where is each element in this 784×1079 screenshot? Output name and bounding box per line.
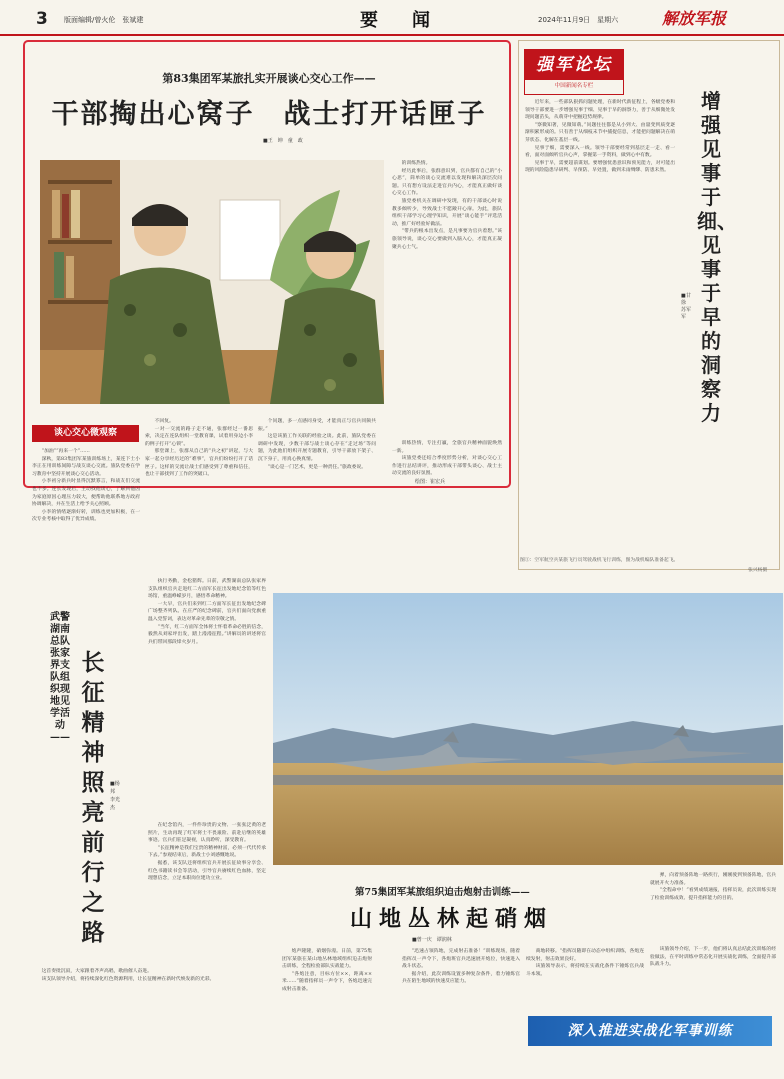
newspaper-logo: 解放军报 [662,9,727,28]
column-badge-title: 强军论坛 [525,50,623,80]
article-body-col-1: 执行务勤，金松猪辉。日前，武警湖南总队张家界支队组织官兵走进红二方面军长征出发地纪念馆等红色场馆，重温峥嵘岁月，感悟革命精神。 一大早，官兵们来到红二方面军长征出发地纪念碑广场整齐列队。在庄严的纪念碑前，官兵们面向党旗重温入党誓词，表达对革命先辈的崇敬之情。 “当年，红二方面军全体将士怀着革命必胜的信念，毅然从刘家坪出发，踏上漫漫征程。”讲解员的讲述将官兵们带回那段烽火岁月。 [148,579,266,645]
article2-kicker: 第75集团军某旅组织迫击炮射击训练—— [355,887,530,898]
article2-byline: ■曾一庆 谭润林 [412,937,452,943]
photo-caption: 图①：空军航空兵某旅飞行员驾驶战机飞行训练，图为战机编队准备起飞。 [520,558,679,563]
soldiers-talking-illustration [40,160,384,404]
lead-headline: 干部掏出心窝子 战士打开话匣子 [51,99,487,130]
fighter-jets-photo [273,593,783,865]
commentary-column [518,40,780,570]
article2-body-col-1: 炮声隆隆，硝烟弥漫。日前，第75集团军某旅在某山地丛林地域组织迫击炮射击训练，全程检验部队实战能力。 “各炮注意，目标方位××，距离××米……”随着指挥员一声令下，各炮迅速完成射击准备。 [282,949,372,992]
article-headline-vertical: 长征精神照亮前行之路 [81,650,105,946]
commentary-byline: ■甘 徐 苏军军 [681,293,696,320]
article2-body-col-5: 该旅领导介绍，下一步，他们将认真总结此次训练的经验做法，在平时训练中常态化开展实战化训练，全面提升部队战斗力。 [650,947,776,968]
column-label: 谈心交心微观察 [32,425,139,442]
fighter-jets-image [273,593,783,865]
lead-illustration [40,160,384,404]
lead-kicker: 第83集团军某旅扎实开展谈心交心工作—— [162,72,376,85]
article2-body-col-4: 弹，向着预备阵地一路疾行，刚刚驶到预备阵地，官兵就展开火力准备。 “全程命中！”看到成绩通报，指挥员说，此次训练实现了检验训练成效、提升指挥能力的目的。 [650,873,776,901]
lead-body-col-2: 不回复。 一对一交流的路子走不通，张群经过一番思索，决定在连队组织一堂教育课，试着用身边小李的例子打开“心锁”。 那堂课上，张群从自己的“兵之初”讲起，与大家一起分享经历过的“难事”，官兵们纷纷打开了话匣子。这样的交流让战士们感受到了尊重和信任，也让干部找到了工作的突破口。 [145,419,253,478]
editors-line: 版面编辑/曾火伦 张斌建 [64,16,144,24]
photo-credit: 张兴杨摄 [748,568,768,573]
article2-headline: 山地丛林起硝烟 [350,906,554,932]
section-title: 要 闻 [360,10,438,31]
article-body-col-2: 在纪念馆内，一件件珍贵的文物、一张张泛黄的老照片，生动再现了红军将士不畏艰险、前赴后继的英雄事迹。官兵们驻足凝视，认真聆听，深受教育。 “长征精神是我们宝贵的精神财富，必须一代代传承下去。”参观结束后，新战士小刘感慨地说。 据悉，该支队还将组织官兵开展长征故事分享会、红色书籍读书会等活动，引导官兵赓续红色血脉，坚定理想信念，立足本职岗位建功立业。 [148,823,266,882]
lead-body-col-3: 个问题，多一点感同身受，才能真正与官兵同频共振。” 这是该旅工作关联的经验之谈。此前，旅队党委在调研中发现，少数干部与战士谈心存在“走过场”等问题，为此他们组织开展专题教育，引导干部放下架子、沉下身子，用真心换真情。 “谈心是一门艺术，更是一种责任。”旅政委说。 [258,419,376,470]
issue-date: 2024年11月9日 星期六 [538,16,619,24]
lead-body-col-1: “加油”“再来一个”…… 深秋，第83集团军某旅训练场上，某连下士小李正在用训练间隙与战友谈心交流。旅队党委在学习教育中坚持开展谈心交心活动。 小李初分新兵时显得沉默寡言，和战友们交流也不多。连长发现后，主动找他谈心，了解到他因为家庭原因心理压力较大，便帮助他联系地方政府协调解决，并在生活上给予关心照顾。 小李的情绪逐渐好转，训练也更加积极，在一次专业考核中取得了优异成绩。 [32,449,140,523]
column-badge-subtitle: 中国新闻名专栏 [554,83,594,89]
lead-byline: ■王 坤 童 政 [263,138,303,144]
column-badge [524,49,624,95]
masthead [0,0,784,36]
illustration-credit: 绘图：崔宏兵 [415,479,446,485]
article2-body-col-3: 商地转移。“指挥员随即在动态中组织训练，各炮连续发射，射击效果良好。 该旅领导表示，将持续在实战化条件下锤炼官兵战斗本领。 [526,949,644,977]
training-banner: 深入推进实战化军事训练 [528,1016,772,1046]
commentary-body: 近年来，一些部队狠抓问题处理，在新时代新征程上，各级党委和领导干部要进一步增强见事于细、见事于早的洞察力，善于从细微处发现问题苗头，从萌芽中把握趋势规律。 “察微知著，见微知萌。”问题往往都是从小到大、由量变到质变逐渐积累形成的。只有善于从细枝末节中捕捉信息，才能把问题解决在萌芽状态、化解在基层一线。 见事于细，需要深入一线。领导干部要经常到基层走一走、看一看，面对面倾听官兵心声，掌握第一手资料，做到心中有数。 见事于早，需要超前谋划。要增强忧患意识和预见能力，对可能出现的风险隐患早研判、早预防、早处置，做到未雨绸缪、防患未然。 [525,100,675,174]
lead-body-col-5: 训练热情，专注打赢，全旅官兵精神面貌焕然一新。 该旅党委还结合季度形势分析，对谈心交心工作进行总结讲评，推动形成干部带头谈心、战士主动交流的良好氛围。 [392,441,502,477]
article-byline: ■杨 邦 李光杰 [110,781,125,811]
lead-body-col-4: 的训练热情。 经历此事后，张群意识到，官兵都有自己的“小心思”，简单的谈心交流难以发现和解决深层次问题。只有想方设法走进官兵内心，才能真正做好谈心交心工作。 旅党委机关在调研中发现，有的干部谈心时说教多倾听少，导致战士不愿敞开心扉。为此，旅队组织干部学习心理学知识，开展“谈心能手”评选活动，推广好经验好做法。 “带兵的根本出发点，是凡事要为官兵着想。”该旅领导说，谈心交心要做到入脑入心，才能真正凝聚兵心士气。 [392,161,502,250]
article-kicker-vertical: 武警湖南总队张家界支队组织现地见学活动—— [50,612,70,743]
article-body-col-3: 这首奏批沉寂，大家跟着齐声高唱，歌曲催人奋进。 该支队领导介绍，将持续深化红色资源利用，让长征精神在新时代焕发新的光彩。 [41,969,215,982]
commentary-headline: 增强见事于细、见事于早的洞察力 [697,89,737,425]
page-number: 3 [36,9,48,29]
article2-body-col-2: “迅速占领阵地，完成射击准备！”训练现场，随着指挥员一声令下，各炮班官兵迅速展开炮位，快速进入战斗状态。 据介绍，此次训练设置多种复杂条件，着力锤炼官兵在陌生地域的快速反应能力。 [402,949,520,985]
